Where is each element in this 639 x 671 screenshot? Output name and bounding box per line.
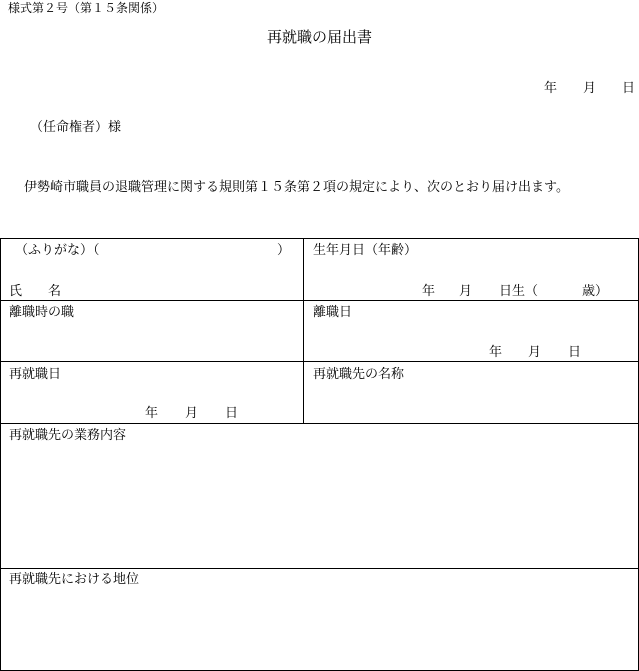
submission-date-day: 日: [621, 81, 635, 96]
retirement-date-year: 年: [489, 345, 503, 360]
reemployment-date-day: 日: [225, 406, 239, 421]
document-title: 再就職の届出書: [266, 28, 372, 46]
statement-text: 伊勢崎市職員の退職管理に関する規則第１５条第２項の規定により、次のとおり届け出ます。: [24, 180, 569, 195]
row-divider: [1, 423, 638, 424]
submission-date: [544, 82, 635, 95]
submission-date-year: 年: [543, 81, 557, 96]
reemployment-date-month: 月: [185, 406, 199, 421]
retirement-date-day: 日: [568, 345, 582, 360]
name-label: 氏 名: [9, 284, 62, 299]
birthdate-year: 年: [422, 284, 436, 299]
birthdate-month: 月: [459, 284, 473, 299]
age-suffix: 歳）: [582, 284, 609, 299]
furigana-label: （ふりがな）（: [15, 243, 100, 258]
retirement-date-label: 離職日: [313, 305, 353, 320]
reemployment-form-table: [0, 238, 639, 671]
birthdate-day: 日生（: [499, 284, 539, 299]
birthdate-label: 生年月日（年齢）: [313, 243, 418, 258]
position-at-retirement-label: 離職時の職: [9, 305, 75, 320]
furigana-close: ）: [277, 243, 291, 258]
business-content-label: 再就職先の業務内容: [9, 428, 127, 443]
reemployment-date-year: 年: [145, 406, 159, 421]
submission-date-month: 月: [582, 81, 596, 96]
row-divider: [1, 361, 638, 362]
position-at-employer-label: 再就職先における地位: [9, 572, 140, 587]
employer-name-label: 再就職先の名称: [313, 367, 405, 382]
row-divider: [1, 568, 638, 569]
addressee: （任命権者）様: [30, 120, 122, 135]
column-divider: [303, 239, 304, 423]
retirement-date-month: 月: [528, 345, 542, 360]
row-divider: [1, 300, 638, 301]
form-number: 様式第２号（第１５条関係）: [8, 1, 165, 15]
reemployment-date-label: 再就職日: [9, 367, 62, 382]
